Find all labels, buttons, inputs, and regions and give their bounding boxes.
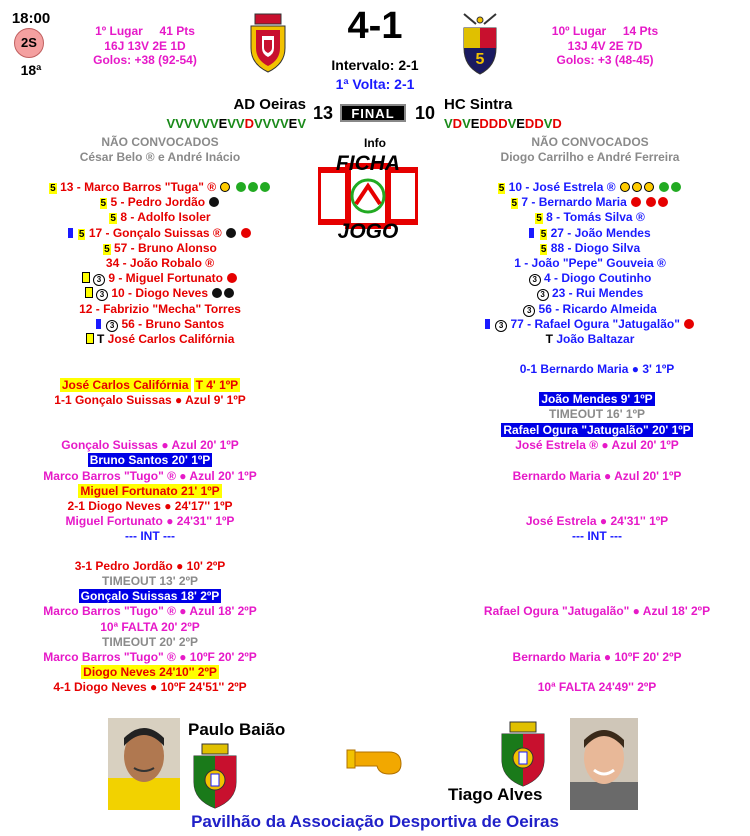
player-row <box>430 195 750 210</box>
event-text: José Carlos Califórnia <box>61 378 189 392</box>
player-name[interactable]: 8 - Adolfo Isoler <box>120 210 211 225</box>
player-row <box>0 271 320 286</box>
event-text: TIMEOUT 16' 1ºP <box>549 407 645 421</box>
red-ball-icon <box>241 228 251 238</box>
event-line <box>397 680 750 694</box>
home-crest-icon <box>247 12 289 74</box>
player-row <box>0 195 320 210</box>
event-line <box>397 362 750 376</box>
player-row <box>430 256 750 271</box>
event-text: José Estrela ● 24'31'' 1ºP <box>525 514 669 528</box>
event-text: Diogo Neves 24'10'' 2ºP <box>83 665 217 679</box>
player-name[interactable]: José Carlos Califórnia <box>107 332 235 347</box>
player-row <box>430 210 750 225</box>
referee-2-photo <box>570 718 638 810</box>
event-text: Bruno Santos 20' 1ºP <box>89 453 211 467</box>
event-text: 3-1 Pedro Jordão ● 10' 2ºP <box>74 559 226 573</box>
event-text: Marco Barros "Tugo" ® ● 10ºF 20' 2ºP <box>43 650 257 664</box>
form-result: V <box>297 116 306 131</box>
form-result: V <box>183 116 193 131</box>
coach-icon: T <box>96 332 105 347</box>
event-text: --- INT --- <box>125 529 175 543</box>
away-fouls: 10 <box>414 103 436 123</box>
player-name[interactable]: 10 - José Estrela ® <box>508 180 616 194</box>
player-name[interactable]: 7 - Bernardo Maria <box>521 195 627 210</box>
green-ball-icon <box>659 182 669 192</box>
away-stats <box>520 24 690 68</box>
red-ball-icon <box>227 273 237 283</box>
form-result: D <box>244 116 254 131</box>
yellow-ball-icon <box>632 182 642 192</box>
away-pts: 14 Pts <box>622 24 659 38</box>
event-text: Marco Barros "Tugo" ® ● Azul 18' 2ºP <box>43 604 257 618</box>
event-text: TIMEOUT 13' 2ºP <box>102 574 198 588</box>
player-name[interactable]: 34 - João Robalo ® <box>105 256 215 271</box>
event-text: Marco Barros "Tugo" ® ● Azul 20' 1ºP <box>43 469 257 483</box>
player-name[interactable]: 10 - Diogo Neves <box>111 286 209 301</box>
ficha-logo-icon <box>318 150 418 242</box>
referee-1-name: Paulo Baião <box>188 720 286 739</box>
event-line <box>0 650 350 664</box>
event-line <box>0 529 350 543</box>
svg-text:5: 5 <box>475 51 485 68</box>
player-row <box>0 302 320 317</box>
event-line <box>397 407 750 421</box>
away-rank: 10º Lugar <box>551 24 607 38</box>
player-row <box>0 317 320 332</box>
player-name[interactable]: 17 - Gonçalo Suissas ® <box>88 225 222 240</box>
halftime-score: Intervalo: 2-1 <box>331 57 419 73</box>
event-line <box>0 484 350 498</box>
player-row <box>430 302 750 317</box>
player-row <box>0 256 320 271</box>
home-pts: 41 Pts <box>159 24 195 38</box>
event-line <box>397 514 750 528</box>
event-line <box>0 378 350 392</box>
event-line <box>0 438 350 452</box>
final-score: 4-1 <box>347 5 403 47</box>
form-result: D <box>488 116 499 131</box>
yellow-ball-icon <box>220 182 230 192</box>
starter-badge-icon: 5 <box>100 198 107 210</box>
event-line <box>0 453 350 467</box>
event-text: 4-1 Diogo Neves ● 10ºF 24'51'' 2ºP <box>53 680 247 694</box>
home-not-called-label: NÃO CONVOCADOS <box>101 135 219 149</box>
info-label: Info <box>364 136 386 150</box>
ficha-jogo-button[interactable] <box>318 150 418 242</box>
captain-bar-icon <box>96 319 101 329</box>
event-line <box>0 559 350 573</box>
event-line <box>0 499 350 513</box>
round-badge-text: 2S <box>21 35 37 50</box>
referee-1-crest-icon <box>190 742 240 810</box>
event-text: 2-1 Diogo Neves ● 24'17'' 1ºP <box>67 499 233 513</box>
goalkeeper-icon <box>82 272 90 283</box>
event-text: Miguel Fortunato ● 24'31'' 1ºP <box>65 514 235 528</box>
form-result: D <box>534 116 544 131</box>
event-text: Bernardo Maria ● Azul 20' 1ºP <box>512 469 682 483</box>
captain-bar-icon <box>529 228 534 238</box>
form-result: V <box>543 116 553 131</box>
starter-badge-icon: 5 <box>511 198 518 210</box>
event-line <box>0 635 350 649</box>
event-line <box>397 438 750 452</box>
bench-icon: 3 <box>106 320 118 332</box>
event-text: 1-1 Gonçalo Suissas ● Azul 9' 1ºP <box>54 393 246 407</box>
form-result: V <box>192 116 202 131</box>
player-name[interactable]: 12 - Fabrizio "Mecha" Torres <box>79 301 241 316</box>
form-result: D <box>498 116 508 131</box>
player-row <box>430 317 750 332</box>
home-roster <box>0 180 320 347</box>
red-ball-icon <box>658 197 668 207</box>
event-line <box>397 604 750 618</box>
bench-icon: 3 <box>537 289 549 301</box>
event-line <box>397 650 750 664</box>
form-result: V <box>201 116 210 131</box>
coach-icon: T <box>545 332 553 347</box>
green-ball-icon <box>248 182 258 192</box>
starter-badge-icon: 5 <box>498 183 505 194</box>
home-form <box>146 116 306 131</box>
match-time: 18:00 <box>11 10 51 27</box>
first-leg-score: 1ª Volta: 2-1 <box>335 76 415 92</box>
event-text: Rafael Ogura "Jatugalão" 20' 1ºP <box>503 423 691 437</box>
event-line <box>0 589 350 603</box>
form-result: V <box>271 116 280 131</box>
event-tag: T 4' 1ºP <box>195 378 239 392</box>
event-text: --- INT --- <box>572 529 622 543</box>
form-result: D <box>524 116 535 131</box>
form-result: E <box>218 116 228 131</box>
form-result: D <box>479 116 489 131</box>
home-record: 16J 13V 2E 1D <box>104 38 186 53</box>
home-not-called-names: César Belo ® e André Inácio <box>79 150 241 164</box>
event-text: 0-1 Bernardo Maria ● 3' 1ºP <box>519 362 675 376</box>
event-line <box>0 393 350 407</box>
home-fouls: 13 <box>312 103 334 123</box>
event-line <box>397 423 750 437</box>
venue: Pavilhão da Associação Desportiva de Oeiras <box>191 812 559 831</box>
player-row <box>430 226 750 241</box>
away-team-name: HC Sintra <box>444 96 513 113</box>
event-line <box>397 392 750 406</box>
home-rank: 1º Lugar <box>95 24 143 38</box>
event-line <box>0 620 350 634</box>
bench-icon: 3 <box>529 274 541 286</box>
event-text: 10ª FALTA 20' 2ºP <box>100 620 200 634</box>
captain-bar-icon <box>68 228 73 238</box>
player-name[interactable]: 57 - Bruno Alonso <box>114 240 217 255</box>
referee-2-name: Tiago Alves <box>448 785 543 804</box>
bench-icon: 3 <box>93 274 105 286</box>
event-text: Gonçalo Suissas 18' 2ºP <box>80 589 220 603</box>
player-name[interactable]: 13 - Marco Barros "Tuga" ® <box>60 180 217 194</box>
event-text: José Estrela ® ● Azul 20' 1ºP <box>515 438 679 452</box>
form-result: V <box>175 116 184 131</box>
round-number: 18ª <box>20 62 42 78</box>
green-ball-icon <box>260 182 270 192</box>
away-form <box>444 116 604 131</box>
event-line <box>0 514 350 528</box>
player-name[interactable]: 23 - Rui Mendes <box>551 286 644 301</box>
starter-badge-icon: 5 <box>104 243 110 255</box>
red-ball-icon <box>684 319 694 329</box>
home-goals: Golos: +38 (92-54) <box>93 53 197 67</box>
player-row <box>0 241 320 256</box>
bench-icon: 3 <box>96 289 108 301</box>
player-name[interactable]: 27 - João Mendes <box>550 225 651 240</box>
event-line <box>0 680 350 694</box>
player-name[interactable]: 4 - Diogo Coutinho <box>544 271 652 286</box>
event-line <box>0 665 350 679</box>
red-ball-icon <box>646 197 656 207</box>
player-row <box>0 286 320 301</box>
yellow-ball-icon <box>644 182 654 192</box>
form-result: E <box>288 116 298 131</box>
away-not-called <box>470 135 710 165</box>
starter-badge-icon: 5 <box>78 228 85 240</box>
form-result: D <box>452 116 463 131</box>
form-result: V <box>462 116 471 131</box>
red-ball-icon <box>631 197 641 207</box>
bench-icon: 3 <box>523 305 535 317</box>
green-ball-icon <box>671 182 681 192</box>
player-name[interactable]: 56 - Bruno Santos <box>121 316 225 331</box>
black-ball-icon <box>224 288 234 298</box>
event-text: TIMEOUT 20' 2ºP <box>102 635 198 649</box>
starter-badge-icon: 5 <box>540 243 547 255</box>
svg-text:JOGO: JOGO <box>337 220 399 242</box>
player-row <box>430 180 750 195</box>
player-row <box>0 226 320 241</box>
starter-badge-icon: 5 <box>536 213 542 225</box>
home-stats <box>60 24 230 68</box>
referee-1-photo <box>108 718 180 810</box>
form-result: E <box>470 116 480 131</box>
starter-badge-icon: 5 <box>50 183 56 194</box>
away-roster <box>430 180 750 347</box>
home-not-called <box>40 135 280 165</box>
event-text: 10ª FALTA 24'49'' 2ºP <box>537 680 657 694</box>
form-result: V <box>279 116 289 131</box>
player-name[interactable]: 88 - Diogo Silva <box>550 240 641 255</box>
player-row <box>0 332 320 347</box>
form-result: V <box>166 116 176 131</box>
home-team-name: AD Oeiras <box>233 96 306 113</box>
form-result: V <box>262 116 272 131</box>
black-ball-icon <box>212 288 222 298</box>
form-result: V <box>444 116 453 131</box>
event-line <box>0 604 350 618</box>
event-text: Miguel Fortunato 21' 1ºP <box>80 484 220 498</box>
starter-badge-icon: 5 <box>540 228 547 240</box>
form-result: V <box>507 116 517 131</box>
away-record: 13J 4V 2E 7D <box>567 38 643 53</box>
final-badge <box>340 104 406 122</box>
event-line <box>397 529 750 543</box>
event-text: Rafael Ogura "Jatugalão" ● Azul 18' 2ºP <box>483 604 711 618</box>
green-ball-icon <box>236 182 246 192</box>
starter-badge-icon: 5 <box>110 213 116 225</box>
away-goals: Golos: +3 (48-45) <box>556 53 654 67</box>
player-name[interactable]: 9 - Miguel Fortunato <box>108 271 223 286</box>
goalkeeper-icon <box>86 333 94 344</box>
away-not-called-label: NÃO CONVOCADOS <box>531 135 649 149</box>
event-line <box>0 469 350 483</box>
away-not-called-names: Diogo Carrilho e André Ferreira <box>500 150 680 164</box>
form-result: E <box>516 116 525 131</box>
form-result: V <box>209 116 219 131</box>
svg-text:FICHA: FICHA <box>335 152 401 175</box>
player-row <box>430 241 750 256</box>
goalkeeper-icon <box>85 287 93 298</box>
form-result: D <box>552 116 562 131</box>
player-row <box>430 332 750 347</box>
captain-bar-icon <box>485 319 490 329</box>
bench-icon: 3 <box>495 320 507 332</box>
player-name[interactable]: João Baltazar <box>556 332 635 347</box>
black-ball-icon <box>226 228 236 238</box>
player-row <box>0 180 320 195</box>
player-name[interactable]: 77 - Rafael Ogura "Jatugalão" <box>510 316 680 331</box>
player-name[interactable]: 8 - Tomás Silva ® <box>546 210 645 225</box>
event-text: Gonçalo Suissas ● Azul 20' 1ºP <box>61 438 239 452</box>
player-row <box>0 210 320 225</box>
round-badge <box>14 28 44 58</box>
referee-2-crest-icon <box>498 720 548 788</box>
event-line <box>397 469 750 483</box>
whistle-icon <box>345 742 405 776</box>
black-ball-icon <box>209 197 219 207</box>
player-name[interactable]: 56 - Ricardo Almeida <box>538 301 657 316</box>
player-row <box>430 286 750 301</box>
final-badge-text: FINAL <box>351 106 395 121</box>
event-text: Bernardo Maria ● 10ºF 20' 2ºP <box>512 650 682 664</box>
event-text: João Mendes 9' 1ºP <box>541 392 653 406</box>
player-name[interactable]: 1 - João "Pepe" Gouveia ® <box>514 256 666 271</box>
player-name[interactable]: 5 - Pedro Jordão <box>110 195 206 210</box>
form-result: V <box>227 116 236 131</box>
yellow-ball-icon <box>620 182 630 192</box>
player-row <box>430 271 750 286</box>
event-line <box>0 574 350 588</box>
away-crest-icon <box>460 10 500 76</box>
form-result: V <box>253 116 263 131</box>
form-result: V <box>235 116 245 131</box>
